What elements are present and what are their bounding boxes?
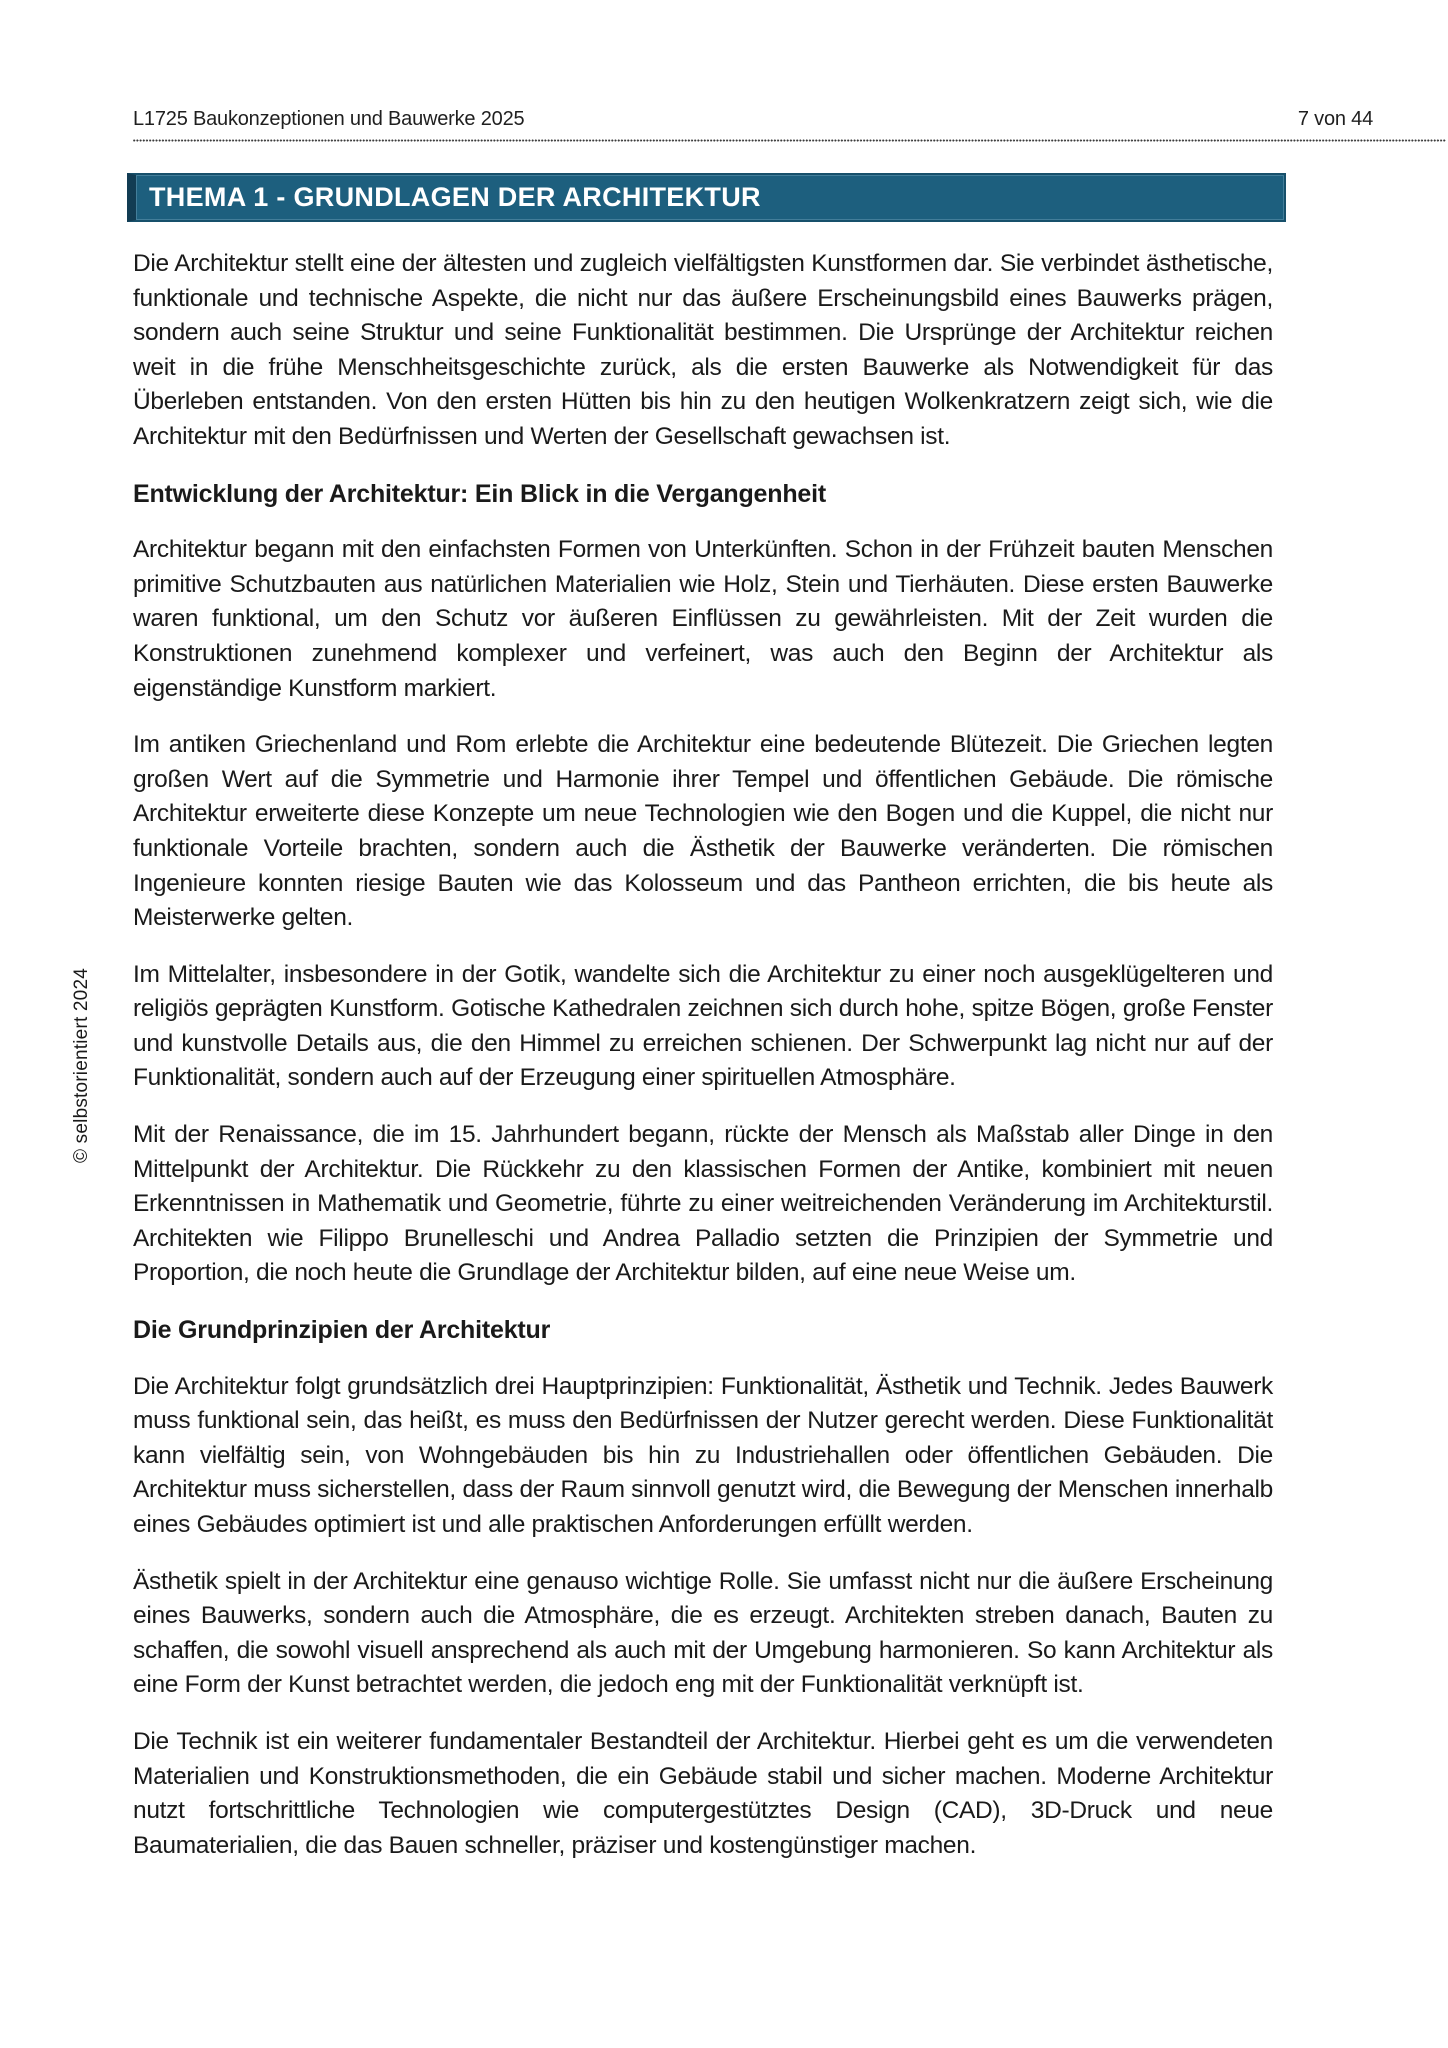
section-heading-entwicklung: Entwicklung der Architektur: Ein Blick in die Vergangenheit — [133, 479, 826, 508]
body-paragraph: Die Architektur stellt eine der ältesten und zugleich vielfältigsten Kunstformen dar. Sie verbindet ästhetische, funktionale und technische Aspekte, die nicht nur das äußere Erscheinungsbild eines Bauwerks prägen, sondern auch seine Struktur und seine Funktionalität bestimmen. Die Ursprünge der Architektur reichen weit in die frühe Menschheitsgeschichte zurück, als die ersten Bauwerke als Notwendigkeit für das Überleben entstanden. Von den ersten Hütten bis hin zu den heutigen Wolkenkratzern zeigt sich, wie die Architektur mit den Bedürfnissen und Werten der Gesellschaft gewachsen ist. — [133, 250, 1273, 450]
document-body — [133, 247, 1273, 1885]
body-paragraph: Im antiken Griechenland und Rom erlebte die Architektur eine bedeutende Blütezeit. Die Griechen legten großen Wert auf die Symmetrie und Harmonie ihrer Tempel und öffentlichen Gebäude. Die römische Architektur erweiterte diese Konzepte um neue Technologien wie den Bogen und die Kuppel, die nicht nur funktionale Vorteile brachten, sondern auch die Ästhetik der Bauwerke veränderten. Die römischen Ingenieure konnten riesige Bauten wie das Kolosseum und das Pantheon errichten, die bis heute als Meisterwerke gelten. — [133, 731, 1273, 932]
body-paragraph: Architektur begann mit den einfachsten Formen von Unterkünften. Schon in der Frühzeit bauten Menschen primitive Schutzbauten aus natürlichen Materialien wie Holz, Stein und Tierhäuten. Diese ersten Bauwerke waren funktional, um den Schutz vor äußeren Einflüssen zu gewährleisten. Mit der Zeit wurden die Konstruktionen zunehmend komplexer und verfeinert, was auch den Beginn der Architektur als eigenständige Kunstform markiert. — [133, 536, 1273, 702]
body-paragraph: Die Technik ist ein weiterer fundamentaler Bestandteil der Architektur. Hierbei geht es um die verwendeten Materialien und Konstruktionsmethoden, die ein Gebäude stabil und sicher machen. Moderne Architektur nutzt fortschrittliche Technologien wie computergestütztes Design (CAD), 3D-Druck und neue Baumaterialien, die das Bauen schneller, präziser und kostengünstiger machen. — [133, 1727, 1273, 1859]
copyright-watermark: © selbstorientiert 2024 — [71, 968, 92, 1163]
header-course-label: L1725 Baukonzeptionen und Bauwerke 2025 — [133, 108, 525, 130]
page-header — [133, 108, 1446, 131]
body-paragraph: Ästhetik spielt in der Architektur eine genauso wichtige Rolle. Sie umfasst nicht nur die äußere Erscheinung eines Bauwerks, sondern auch die Atmosphäre, die es erzeugt. Architekten streben danach, Bauten zu schaffen, die sowohl visuell ansprechend als auch mit der Umgebung harmonieren. So kann Architektur als eine Form der Kunst betrachtet werden, die jedoch eng mit der Funktionalität verknüpft ist. — [133, 1567, 1273, 1699]
topic-banner-title: THEMA 1 - GRUNDLAGEN DER ARCHITEKTUR — [149, 182, 761, 212]
header-page-number: 7 von 44 — [1297, 108, 1373, 130]
body-paragraph: Die Architektur folgt grundsätzlich drei Hauptprinzipien: Funktionalität, Ästhetik und Technik. Jedes Bauwerk muss funktional sein, das heißt, es muss den Bedürfnissen der Nutzer gerecht werden. Diese Funktionalität kann vielfältig sein, von Wohngebäuden bis hin zu Industriehallen oder öffentlichen Gebäuden. Die Architektur muss sicherstellen, dass der Raum sinnvoll genutzt wird, die Bewegung der Menschen innerhalb eines Gebäudes optimiert ist und alle praktischen Anforderungen erfüllt werden. — [133, 1372, 1273, 1538]
topic-banner — [127, 173, 1286, 222]
body-paragraph: Im Mittelalter, insbesondere in der Gotik, wandelte sich die Architektur zu einer noch ausgeklügelteren und religiös geprägten Kunstform. Gotische Kathedralen zeichnen sich durch hohe, spitze Bögen, große Fenster und kunstvolle Details aus, die den Himmel zu erreichen schienen. Der Schwerpunkt lag nicht nur auf der Funktionalität, sondern auch auf der Erzeugung einer spirituellen Atmosphäre. — [133, 960, 1273, 1092]
section-heading-grundprinzipien: Die Grundprinzipien der Architektur — [133, 1316, 551, 1345]
body-paragraph: Mit der Renaissance, die im 15. Jahrhundert begann, rückte der Mensch als Maßstab aller Dinge in den Mittelpunkt der Architektur. Die Rückkehr zu den klassischen Formen der Antike, kombiniert mit neuen Erkenntnissen in Mathematik und Geometrie, führte zu einer weitreichenden Veränderung im Architekturstil. Architekten wie Filippo Brunelleschi und Andrea Palladio setzten die Prinzipien der Symmetrie und Proportion, die noch heute die Grundlage der Architektur bilden, auf eine neue Weise um. — [133, 1121, 1273, 1287]
header-divider — [133, 139, 1446, 142]
